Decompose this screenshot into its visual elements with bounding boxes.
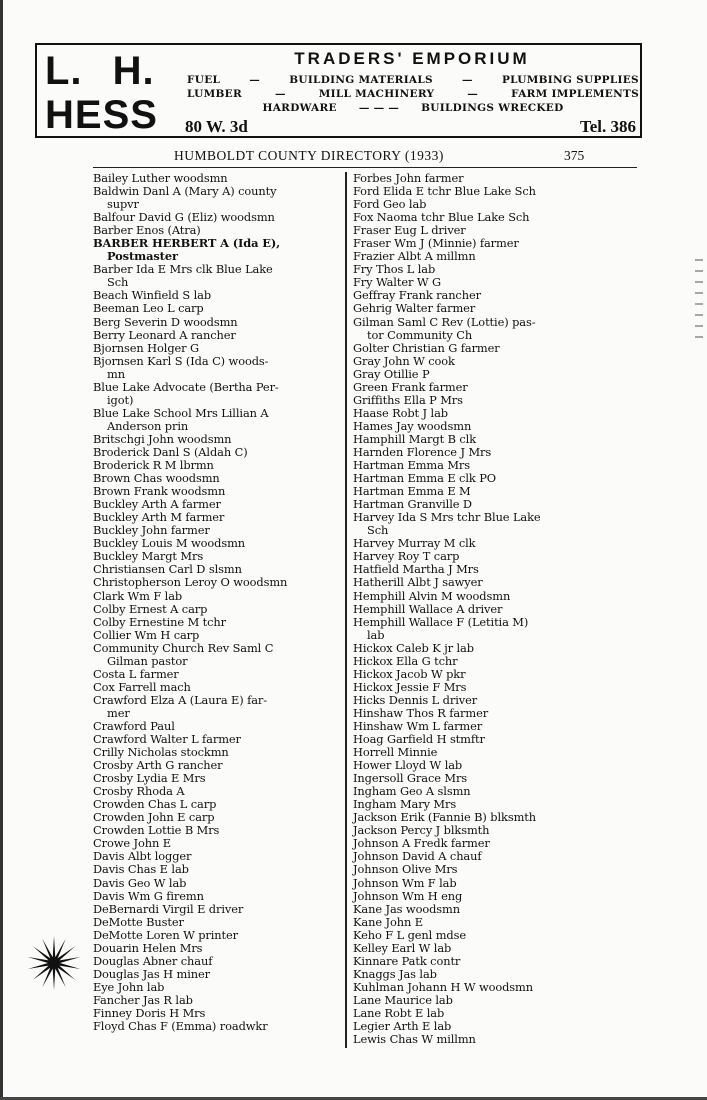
- entry-text: Lewis Chas W millmn: [353, 1032, 476, 1047]
- entry-text: Britschgi John woodsmn: [93, 431, 232, 446]
- ad-business-name: [45, 49, 185, 137]
- entry-text: Crosby Rhoda A: [93, 784, 185, 799]
- directory-entry: [353, 316, 643, 342]
- entry-text: BARBER HERBERT A (Ida E),: [93, 236, 280, 251]
- page-edge: [0, 0, 3, 1100]
- entry-continuation: lab: [367, 627, 385, 642]
- ad-service: FUEL: [187, 74, 221, 86]
- directory-entry: [93, 185, 338, 211]
- directory-entry: [93, 263, 338, 289]
- ad-separator: — — —: [358, 102, 400, 114]
- entry-text: Buckley John farmer: [93, 523, 210, 538]
- entry-text: Ingham Mary Mrs: [353, 797, 457, 812]
- entry-text: Crosby Lydia E Mrs: [93, 771, 206, 786]
- entry-text: Johnson Wm H eng: [353, 888, 463, 903]
- entry-text: Buckley Arth A farmer: [93, 497, 221, 512]
- entry-text: Community Church Rev Saml C: [93, 640, 274, 655]
- entry-continuation: igot): [107, 392, 134, 407]
- header-rule: [93, 167, 637, 168]
- entry-text: Beach Winfield S lab: [93, 288, 212, 303]
- entry-text: Frazier Albt A millmn: [353, 249, 476, 264]
- directory-column-left: [93, 172, 338, 1033]
- entry-text: Harvey Ida S Mrs tchr Blue Lake: [353, 510, 541, 525]
- entry-text: Green Frank farmer: [353, 379, 468, 394]
- entry-text: Berg Severin D woodsmn: [93, 314, 238, 329]
- entry-text: Christiansen Carl D slsmn: [93, 562, 242, 577]
- entry-text: Hartman Emma E M: [353, 484, 471, 499]
- entry-text: Hartman Granville D: [353, 497, 472, 512]
- entry-text: Crawford Walter L farmer: [93, 732, 241, 747]
- entry-text: Hemphill Wallace A driver: [353, 601, 503, 616]
- entry-text: Christopherson Leroy O woodsmn: [93, 575, 288, 590]
- directory-entry: [93, 694, 338, 720]
- directory-entry: [353, 1033, 643, 1046]
- directory-column-right: [353, 172, 643, 1046]
- directory-entry: [353, 616, 643, 642]
- entry-text: Colby Ernest A carp: [93, 601, 208, 616]
- directory-entry: [93, 381, 338, 407]
- directory-entry: [353, 511, 643, 537]
- ad-separator: —: [249, 74, 261, 86]
- entry-text: Hatfield Martha J Mrs: [353, 562, 479, 577]
- entry-text: Hower Lloyd W lab: [353, 758, 463, 773]
- entry-text: Gehrig Walter farmer: [353, 301, 476, 316]
- directory-entry: [93, 642, 338, 668]
- ad-service: BUILDINGS WRECKED: [421, 102, 564, 114]
- entry-text: Hinshaw Thos R farmer: [353, 705, 489, 720]
- entry-text: Cox Farrell mach: [93, 679, 191, 694]
- entry-text: Balfour David G (Eliz) woodsmn: [93, 210, 275, 225]
- ad-separator: —: [274, 88, 286, 100]
- ad-services-line-1: [187, 74, 639, 86]
- entry-text: Johnson David A chauf: [353, 849, 482, 864]
- entry-text: Hartman Emma E clk PO: [353, 471, 497, 486]
- entry-text: Crowden John E carp: [93, 810, 215, 825]
- entry-text: Horrell Minnie: [353, 745, 438, 760]
- entry-text: Buckley Louis M woodsmn: [93, 536, 246, 551]
- directory-entry: [93, 1020, 338, 1033]
- starburst-icon: [26, 933, 82, 993]
- entry-text: Kinnare Patk contr: [353, 953, 461, 968]
- entry-text: Buckley Margt Mrs: [93, 549, 204, 564]
- entry-text: Floyd Chas F (Emma) roadwkr: [93, 1019, 268, 1034]
- entry-continuation: mn: [107, 366, 125, 381]
- entry-text: Forbes John farmer: [353, 171, 464, 185]
- entry-text: Geffray Frank rancher: [353, 288, 481, 303]
- entry-text: Johnson Olive Mrs: [353, 862, 458, 877]
- entry-text: Hickox Ella G tchr: [353, 653, 458, 668]
- entry-text: Hinshaw Wm L farmer: [353, 718, 483, 733]
- advertisement-box: [35, 43, 642, 138]
- entry-text: Crawford Paul: [93, 718, 175, 733]
- entry-text: Harvey Roy T carp: [353, 549, 460, 564]
- entry-text: Berry Leonard A rancher: [93, 327, 236, 342]
- entry-text: Eye John lab: [93, 979, 165, 994]
- ad-separator: —: [467, 88, 479, 100]
- margin-bleed-marks: [695, 250, 707, 370]
- entry-text: Buckley Arth M farmer: [93, 510, 225, 525]
- entry-text: Broderick R M lbrmn: [93, 458, 214, 473]
- entry-continuation: tor Community Ch: [367, 327, 473, 342]
- entry-text: Jackson Erik (Fannie B) blksmth: [353, 810, 536, 825]
- entry-text: Hatherill Albt J sawyer: [353, 575, 483, 590]
- entry-text: Golter Christian G farmer: [353, 340, 500, 355]
- entry-text: Hickox Jessie F Mrs: [353, 679, 467, 694]
- running-header-title: HUMBOLDT COUNTY DIRECTORY (1933): [174, 148, 444, 163]
- entry-text: Fry Walter W G: [353, 275, 441, 290]
- ad-service: HARDWARE: [262, 102, 337, 114]
- ad-services-line-3: [187, 102, 639, 114]
- ad-service: FARM IMPLEMENTS: [511, 88, 639, 100]
- entry-text: Douglas Abner chauf: [93, 953, 213, 968]
- entry-text: Davis Albt logger: [93, 849, 192, 864]
- entry-text: Blue Lake School Mrs Lillian A: [93, 405, 269, 420]
- entry-text: DeBernardi Virgil E driver: [93, 901, 244, 916]
- entry-text: Beeman Leo L carp: [93, 301, 204, 316]
- entry-text: Griffiths Ella P Mrs: [353, 392, 463, 407]
- entry-text: Gilman Saml C Rev (Lottie) pas-: [353, 314, 536, 329]
- entry-continuation: Gilman pastor: [107, 653, 188, 668]
- entry-text: Bjornsen Karl S (Ida C) woods-: [93, 353, 269, 368]
- entry-text: Crowe John E: [93, 836, 171, 851]
- column-divider: [345, 172, 347, 1048]
- entry-text: Douglas Jas H miner: [93, 966, 210, 981]
- entry-text: Colby Ernestine M tchr: [93, 614, 226, 629]
- entry-text: Fry Thos L lab: [353, 262, 436, 277]
- entry-text: Fraser Wm J (Minnie) farmer: [353, 236, 519, 251]
- entry-text: Crowden Lottie B Mrs: [93, 823, 220, 838]
- entry-text: Crowden Chas L carp: [93, 797, 217, 812]
- entry-text: Ford Elida E tchr Blue Lake Sch: [353, 184, 536, 199]
- entry-text: Knaggs Jas lab: [353, 966, 437, 981]
- entry-text: Gray Otillie P: [353, 366, 430, 381]
- entry-text: Hickox Jacob W pkr: [353, 666, 466, 681]
- entry-text: Lane Maurice lab: [353, 992, 453, 1007]
- entry-text: Bailey Luther woodsmn: [93, 171, 228, 185]
- entry-text: Costa L farmer: [93, 666, 179, 681]
- entry-text: DeMotte Buster: [93, 914, 184, 929]
- entry-text: Broderick Danl S (Aldah C): [93, 444, 248, 459]
- entry-text: Fox Naoma tchr Blue Lake Sch: [353, 210, 530, 225]
- entry-text: Lane Robt E lab: [353, 1006, 445, 1020]
- entry-text: Hartman Emma Mrs: [353, 458, 470, 473]
- entry-text: Crawford Elza A (Laura E) far-: [93, 692, 268, 707]
- entry-text: Hicks Dennis L driver: [353, 692, 478, 707]
- entry-text: Hoag Garfield H stmftr: [353, 732, 485, 747]
- entry-continuation: Postmaster: [107, 249, 178, 264]
- entry-text: Johnson Wm F lab: [353, 875, 457, 890]
- entry-text: Keho F L genl mdse: [353, 927, 466, 942]
- entry-text: Hemphill Wallace F (Letitia M): [353, 614, 529, 629]
- entry-text: Harnden Florence J Mrs: [353, 444, 492, 459]
- entry-text: Kelley Earl W lab: [353, 940, 452, 955]
- entry-text: Davis Wm G firemn: [93, 888, 204, 903]
- ad-services-line-2: [187, 88, 639, 100]
- entry-text: Gray John W cook: [353, 353, 455, 368]
- entry-text: Barber Enos (Atra): [93, 223, 201, 238]
- entry-text: Clark Wm F lab: [93, 588, 183, 603]
- ad-service: PLUMBING SUPPLIES: [501, 74, 639, 86]
- entry-text: Legier Arth E lab: [353, 1019, 452, 1034]
- entry-text: Hames Jay woodsmn: [353, 418, 472, 433]
- entry-continuation: supvr: [107, 197, 139, 212]
- entry-text: Brown Frank woodsmn: [93, 484, 226, 499]
- entry-text: Hemphill Alvin M woodsmn: [353, 588, 511, 603]
- entry-text: Bjornsen Holger G: [93, 340, 200, 355]
- ad-address: 80 W. 3d: [185, 117, 248, 136]
- directory-entry: [93, 355, 338, 381]
- entry-text: Jackson Percy J blksmth: [353, 823, 490, 838]
- entry-text: Ingham Geo A slsmn: [353, 784, 471, 799]
- entry-text: Ingersoll Grace Mrs: [353, 771, 468, 786]
- ad-service: BUILDING MATERIALS: [289, 74, 433, 86]
- entry-continuation: Sch: [367, 523, 389, 538]
- entry-text: Kane Jas woodsmn: [353, 901, 460, 916]
- entry-text: Baldwin Danl A (Mary A) county: [93, 184, 277, 199]
- entry-text: DeMotte Loren W printer: [93, 927, 238, 942]
- entry-text: Johnson A Fredk farmer: [353, 836, 490, 851]
- entry-text: Hickox Caleb K jr lab: [353, 640, 474, 655]
- entry-text: Brown Chas woodsmn: [93, 471, 220, 486]
- entry-text: Kuhlman Johann H W woodsmn: [353, 979, 533, 994]
- entry-text: Crosby Arth G rancher: [93, 758, 223, 773]
- ad-service: MILL MACHINERY: [318, 88, 435, 100]
- entry-text: Barber Ida E Mrs clk Blue Lake: [93, 262, 273, 277]
- entry-text: Fancher Jas R lab: [93, 992, 193, 1007]
- entry-text: Ford Geo lab: [353, 197, 427, 212]
- directory-entry: [93, 237, 338, 263]
- ad-title: TRADERS' EMPORIUM: [294, 49, 530, 68]
- entry-continuation: Anderson prin: [107, 418, 189, 433]
- ad-name-surname: HESS: [45, 93, 158, 137]
- entry-text: Harvey Murray M clk: [353, 536, 476, 551]
- entry-continuation: mer: [107, 705, 130, 720]
- entry-text: Kane John E: [353, 914, 423, 929]
- entry-text: Davis Geo W lab: [93, 875, 187, 890]
- entry-text: Davis Chas E lab: [93, 862, 189, 877]
- entry-text: Douarin Helen Mrs: [93, 940, 203, 955]
- entry-text: Finney Doris H Mrs: [93, 1006, 206, 1020]
- ad-telephone: Tel. 386: [579, 117, 636, 136]
- directory-entry: [93, 407, 338, 433]
- ad-name-initials: L. H.: [45, 49, 155, 93]
- ad-separator: —: [462, 74, 473, 86]
- entry-text: Haase Robt J lab: [353, 405, 448, 420]
- entry-text: Blue Lake Advocate (Bertha Per-: [93, 379, 279, 394]
- ad-service: LUMBER: [187, 88, 242, 100]
- page-number: 375: [564, 148, 585, 163]
- entry-text: Collier Wm H carp: [93, 627, 200, 642]
- entry-text: Fraser Eug L driver: [353, 223, 466, 238]
- entry-continuation: Sch: [107, 275, 129, 290]
- entry-text: Crilly Nicholas stockmn: [93, 745, 229, 760]
- entry-text: Hamphill Margt B clk: [353, 431, 477, 446]
